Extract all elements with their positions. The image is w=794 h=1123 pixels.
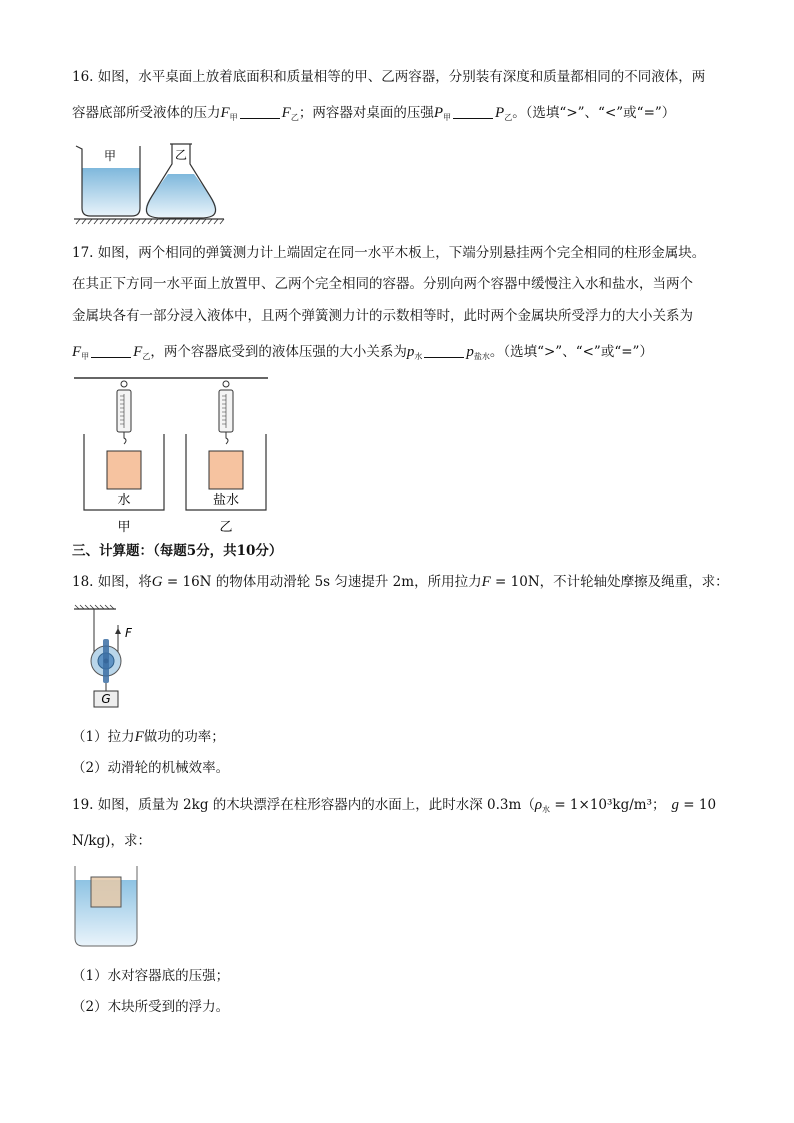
q19-text-a: 19. 如图，质量为 2kg 的木块漂浮在柱形容器内的水面上，此时水深 0.3m（	[72, 797, 535, 813]
q17-figure	[72, 374, 272, 536]
q16-text-c: 。（选填“>”、“<”或“=”）	[512, 105, 676, 121]
metal-block-right	[209, 451, 243, 489]
q17-text-b: 。（选填“>”、“<”或“=”）	[489, 344, 653, 360]
q16-figure	[72, 140, 227, 226]
q18-part1-F: F	[134, 729, 144, 745]
q18-G: G	[151, 574, 163, 590]
weight-block	[94, 691, 118, 707]
force-label: F	[125, 626, 132, 640]
q17-blank-1[interactable]	[91, 344, 131, 358]
flask-yi	[145, 144, 216, 218]
q18-part1-b: 做功的功率；	[143, 729, 225, 745]
q16-P-jia: $P_甲$	[433, 105, 452, 122]
q18-part2: （2）动滑轮的机械效率。	[72, 760, 230, 776]
liquid-label-right: 盐水	[212, 493, 240, 508]
q16-line1: 16. 如图，水平桌面上放着底面积和质量相等的甲、乙两容器，分别装有深度和质量都相同的不同液体，两	[72, 69, 706, 85]
q18-text-b: 的物体用动滑轮 5s 匀速提升 2m，所用拉力	[211, 574, 482, 590]
q18-text-c: ，不计轮轴处摩擦及绳重，求：	[539, 574, 729, 590]
flask-yi-label: 乙	[174, 148, 188, 162]
q16-P-yi: $P_乙$	[495, 105, 513, 122]
q17-line2: 在其正下方同一水平面上放置甲、乙两个完全相同的容器。分别向两个容器中缓慢注入水和盐水，当两个	[72, 276, 693, 292]
q16-text-b: ；两容器对桌面的压强	[298, 105, 434, 121]
liquid-label-left: 水	[117, 493, 131, 508]
metal-block-left	[107, 451, 141, 489]
q17-blank-2[interactable]	[424, 344, 464, 358]
wooden-block	[91, 877, 121, 907]
q19-figure	[72, 866, 142, 950]
q17-p-water: $p_水$	[406, 344, 423, 361]
q16-blank-2[interactable]	[453, 105, 493, 119]
q16-text-a: 容器底部所受液体的压力	[72, 105, 221, 121]
q18-text-a: 18. 如图，将	[72, 574, 152, 590]
table-surface	[74, 219, 224, 224]
q19-line1	[72, 795, 716, 820]
q16-F-yi: $F_乙$	[281, 105, 299, 122]
q19-part1: （1）水对容器底的压强；	[72, 968, 230, 984]
q17-F-yi: $F_乙$	[133, 344, 151, 361]
q19-eq: = 1×10³kg/m³；	[550, 797, 666, 813]
q18-F: F	[481, 574, 491, 590]
movable-pulley	[91, 639, 121, 683]
section3-heading: 三、计算题：（每题5分，共10分）	[72, 543, 283, 559]
container-label-right: 乙	[219, 520, 233, 535]
q17-line3: 金属块各有一部分浸入液体中，且两个弹簧测力计的示数相等时，此时两个金属块所受浮力的大小关系为	[72, 308, 693, 324]
q17-line4	[72, 342, 653, 367]
q18-line1	[72, 572, 729, 592]
weight-label: G	[101, 692, 111, 706]
q19-g: g	[671, 797, 679, 813]
q17-text-a: ，两个容器底受到的液体压强的大小关系为	[150, 344, 407, 360]
container-label-left: 甲	[117, 520, 131, 535]
q18-eq1: = 16N	[162, 574, 212, 590]
q19-geq: = 10	[679, 797, 717, 813]
q19-rho: $\rho_水$	[534, 797, 551, 814]
spring-scale-right	[219, 381, 233, 444]
q18-figure	[72, 603, 152, 713]
beaker-jia	[76, 146, 140, 216]
force-arrow	[115, 626, 133, 645]
spring-scale-left	[117, 381, 131, 444]
q17-F-jia: $F_甲$	[72, 344, 90, 361]
q18-eq2: = 10N	[490, 574, 540, 590]
q19-part2: （2）木块所受到的浮力。	[72, 999, 230, 1015]
q16-blank-1[interactable]	[240, 105, 280, 119]
q18-part1-a: （1）拉力	[72, 729, 135, 745]
q19-line2: N/kg)，求：	[72, 833, 151, 849]
q17-p-saltwater: $p_{盐水}$	[466, 344, 490, 361]
q17-line1: 17. 如图，两个相同的弹簧测力计上端固定在同一水平木板上，下端分别悬挂两个完全相同的柱形金属块。	[72, 245, 706, 261]
beaker-jia-label: 甲	[103, 149, 117, 163]
q18-part1	[72, 727, 225, 747]
q16-line2	[72, 103, 675, 128]
q16-F-jia: $F_甲$	[220, 105, 238, 122]
